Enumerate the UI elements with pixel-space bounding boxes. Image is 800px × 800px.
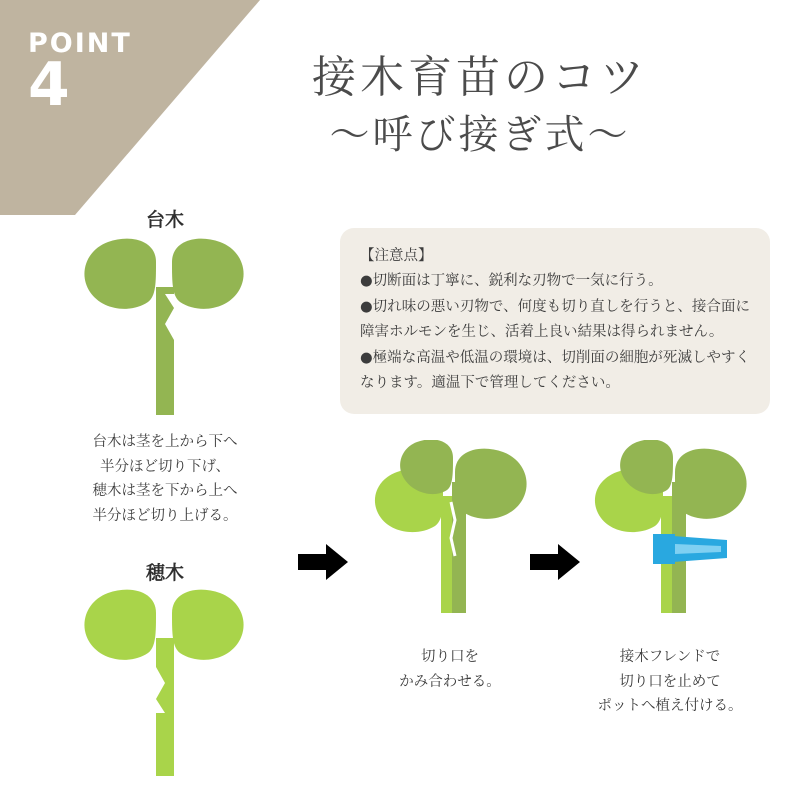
- caption-line: 半分ほど切り上げる。: [92, 507, 238, 524]
- joined-caption: [350, 645, 550, 694]
- clipped-plant-figure: [575, 440, 765, 615]
- caption-line: 半分ほど切り下げ、: [100, 458, 230, 475]
- notes-heading: 【注意点】: [360, 248, 433, 264]
- rootstock-label: 台木: [145, 209, 184, 231]
- arrow-right-icon: [296, 542, 350, 582]
- notes-line: ●切れ味の悪い刃物で、何度も切り直しを行うと、接合面に障害ホルモンを生じ、活着上良い結果は得られません。: [360, 298, 750, 341]
- caption-line: 接木フレンドで: [619, 649, 721, 665]
- arrow-right-icon: [528, 542, 582, 582]
- rootstock-caption: [55, 430, 275, 529]
- grafting-clip-icon: [653, 534, 727, 564]
- page-title: 接木育苗のコツ: [312, 52, 648, 103]
- notes-line: ●極端な高温や低温の環境は、切削面の細胞が死滅しやすくなります。適温下で管理してください。: [360, 349, 750, 391]
- clipped-caption: [570, 645, 770, 719]
- joined-plant-figure: [355, 440, 545, 615]
- notes-line: ●切断面は丁寧に、鋭利な刃物で一気に行う。: [360, 273, 663, 290]
- caption-line: 穂木は茎を下から上へ: [92, 483, 238, 500]
- caption-line: 台木は茎を上から下へ: [92, 434, 238, 450]
- caption-line: 切り口を止めて: [619, 673, 721, 690]
- scion-label: 穂木: [145, 562, 184, 584]
- point-label: POINT: [28, 28, 132, 59]
- point-number: 4: [28, 50, 70, 120]
- scion-plant-figure: [60, 583, 270, 778]
- notes-box: [340, 228, 770, 414]
- caption-line: 切り口を: [421, 649, 479, 665]
- caption-line: かみ合わせる。: [399, 673, 501, 690]
- page-subtitle: 〜呼び接ぎ式〜: [329, 112, 631, 158]
- rootstock-plant-figure: [60, 232, 270, 417]
- caption-line: ポットへ植え付ける。: [597, 698, 743, 715]
- title-block: [190, 50, 770, 161]
